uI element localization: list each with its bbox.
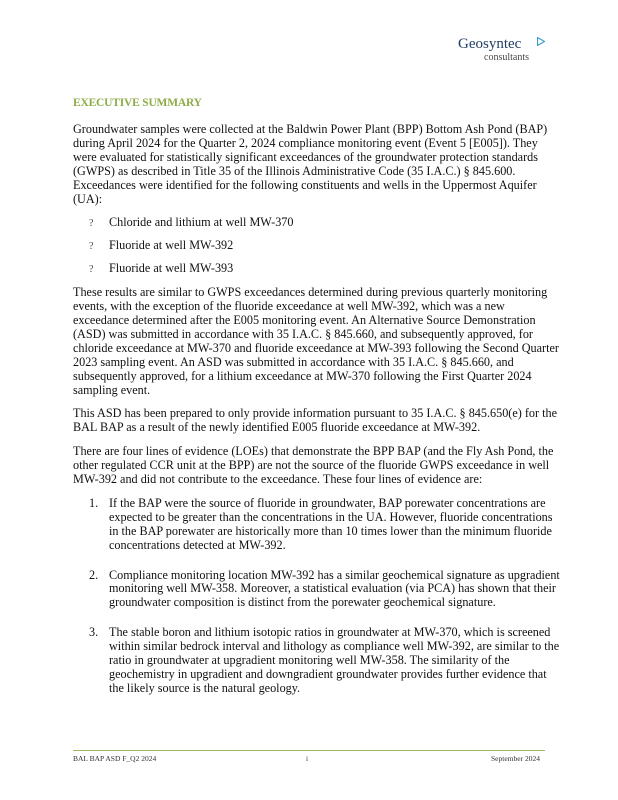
footer-date: September 2024 (491, 754, 540, 763)
item-number: 2. (89, 567, 99, 582)
numbered-item (73, 569, 561, 611)
results-paragraph: These results are similar to GWPS exceedances determined during previous quarterly monitoring events, with the exception of the fluoride exceedance at well MW-392, which was a new exceedance determined after the E005 monitoring event. An Alternative Source Demonstration (ASD) was submitted in accordance with 35 I.A.C. § 845.660, and subsequently approved, for chloride exceedance at MW-370 and fluoride exceedance at MW-393 following the Second Quarter 2023 sampling event. An ASD was submitted in accordance with 35 I.A.C. § 845.660, and subsequently approved, for a lithium exceedance at MW-370 following the First Quarter 2024 sampling event. (73, 285, 559, 397)
intro-paragraph: Groundwater samples were collected at the Baldwin Power Plant (BPP) Bottom Ash Pond (BAP) during April 2024 for the Quarter 2, 2024 compliance monitoring event (Event 5 [E005]). They were evaluated for statistically significant exceedances of the groundwater protection standards (GWPS) as described in Title 35 of the Illinois Administrative Code (35 I.A.C.) § 845.600. Exceedances were identified for the following constituents and wells in the Uppermost Aquifer (UA): (73, 122, 548, 206)
purpose-paragraph: This ASD has been prepared to only provide information pursuant to 35 I.A.C. § 845.650(e) for the BAL BAP as a result of the newly identified E005 fluoride exceedance at MW-392. (73, 406, 558, 435)
bullet-text: Chloride and lithium at well MW-370 (109, 215, 294, 230)
list-item (73, 262, 561, 276)
company-logo (458, 36, 578, 64)
list-item (73, 216, 561, 230)
item-number: 3. (89, 625, 99, 640)
section-heading: EXECUTIVE SUMMARY (73, 97, 202, 109)
evidence-paragraph: There are four lines of evidence (LOEs) that demonstrate the BPP BAP (and the Fly Ash Pond, the other regulated CCR unit at the BPP) are not the source of the fluoride GWPS exceedance in well MW-392 and did not contribute to the exceedance. These four lines of evidence are: (73, 444, 554, 487)
bullet-mark: ? (89, 241, 94, 253)
footer-page-number: i (306, 754, 309, 763)
list-item (73, 239, 561, 253)
numbered-item (73, 497, 561, 553)
bullet-mark: ? (89, 264, 94, 276)
logo-name: Geosyntec (458, 36, 522, 52)
numbered-item (73, 626, 561, 696)
document-body (73, 123, 561, 712)
logo-subtitle: consultants (484, 52, 529, 63)
item-text: If the BAP were the source of fluoride in groundwater, BAP porewater concentrations are expected to be greater than the concentrations in the UA. However, fluoride concentrations in the BAP porewater are historically more than 10 times lower than the minimum fluoride concentrations detected at MW-392. (109, 495, 553, 552)
bullet-text: Fluoride at well MW-393 (109, 261, 234, 276)
footer-document-id: BAL BAP ASD F_Q2 2024 (73, 754, 157, 763)
footer-divider (73, 750, 545, 751)
logo-triangle-icon (537, 37, 545, 46)
item-text: The stable boron and lithium isotopic ratios in groundwater at MW-370, which is screened within similar bedrock interval and lithology as compliance well MW-392, are similar to the ratio in groundwater at upgradient monitoring well MW-358. The similarity of the geochemistry in upgradient and downgradient groundwater provides further evidence that the likely source is the natural geology. (109, 625, 560, 695)
item-number: 1. (89, 495, 99, 510)
bullet-text: Fluoride at well MW-392 (109, 238, 234, 253)
bullet-mark: ? (89, 218, 94, 230)
item-text: Compliance monitoring location MW-392 has a similar geochemical signature as upgradient monitoring well MW-358. Moreover, a statistical evaluation (via PCA) has shown that their groundwater composition is distinct from the porewater geochemical signature. (109, 567, 560, 610)
